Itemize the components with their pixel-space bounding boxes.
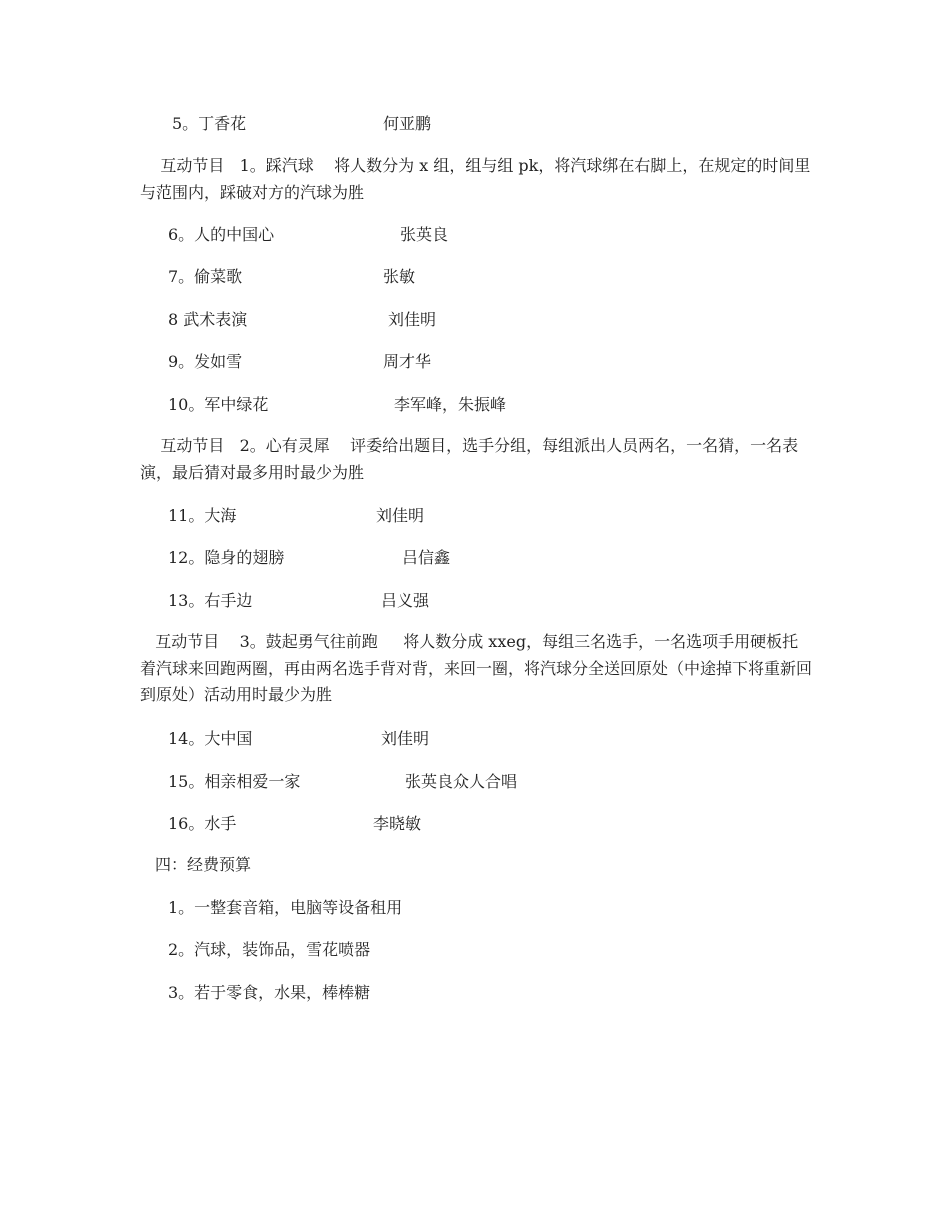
budget-item: 1。一整套音箱，电脑等设备租用 bbox=[168, 898, 403, 917]
interactive-program-2: 互动节目 2。心有灵犀 评委给出题目，选手分组，每组派出人员两名，一名猜，一名表演，最后猜对最多用时最少为胜 bbox=[140, 436, 799, 482]
program-title: 14。大中国 bbox=[168, 729, 253, 748]
budget-heading: 四：经费预算 bbox=[155, 855, 252, 874]
program-performer: 刘佳明 bbox=[388, 310, 437, 329]
program-title: 5。丁香花 bbox=[172, 114, 247, 133]
program-performer: 周才华 bbox=[383, 352, 432, 371]
program-performer: 何亚鹏 bbox=[383, 114, 432, 133]
program-performer: 吕信鑫 bbox=[402, 548, 451, 567]
program-performer: 张英良 bbox=[400, 225, 449, 244]
program-title: 7。偷菜歌 bbox=[168, 267, 243, 286]
program-performer: 刘佳明 bbox=[381, 729, 430, 748]
program-performer: 张敏 bbox=[383, 267, 416, 286]
program-title: 11。大海 bbox=[168, 506, 237, 525]
program-performer: 李军峰，朱振峰 bbox=[394, 395, 507, 414]
program-title: 9。发如雪 bbox=[168, 352, 243, 371]
program-performer: 吕义强 bbox=[381, 591, 430, 610]
program-performer: 刘佳明 bbox=[376, 506, 425, 525]
program-title: 12。隐身的翅膀 bbox=[168, 548, 285, 567]
budget-item: 2。汽球，装饰品，雪花喷器 bbox=[168, 940, 371, 959]
budget-item: 3。若于零食，水果，棒棒糖 bbox=[168, 983, 371, 1002]
program-performer: 张英良众人合唱 bbox=[405, 772, 518, 791]
interactive-program-3: 互动节目 3。鼓起勇气往前跑 将人数分成 xxeg，每组三名选手，一名选项手用硬板托着汽球来回跑两圈，再由两名选手背对背，来回一圈，将汽球分全送回原处（中途掉下将重新回到原处）活动用时最少为胜 bbox=[140, 632, 813, 704]
program-title: 10。军中绿花 bbox=[168, 395, 269, 414]
interactive-program-1: 互动节目 1。踩汽球 将人数分为 x 组，组与组 pk，将汽球绑在右脚上，在规定的时间里与范围内，踩破对方的汽球为胜 bbox=[140, 156, 811, 202]
program-title: 13。右手边 bbox=[168, 591, 253, 610]
program-title: 16。水手 bbox=[168, 814, 237, 833]
program-title: 15。相亲相爱一家 bbox=[168, 772, 301, 791]
program-performer: 李晓敏 bbox=[373, 814, 422, 833]
program-title: 6。人的中国心 bbox=[168, 225, 275, 244]
program-title: 8 武术表演 bbox=[168, 310, 248, 329]
